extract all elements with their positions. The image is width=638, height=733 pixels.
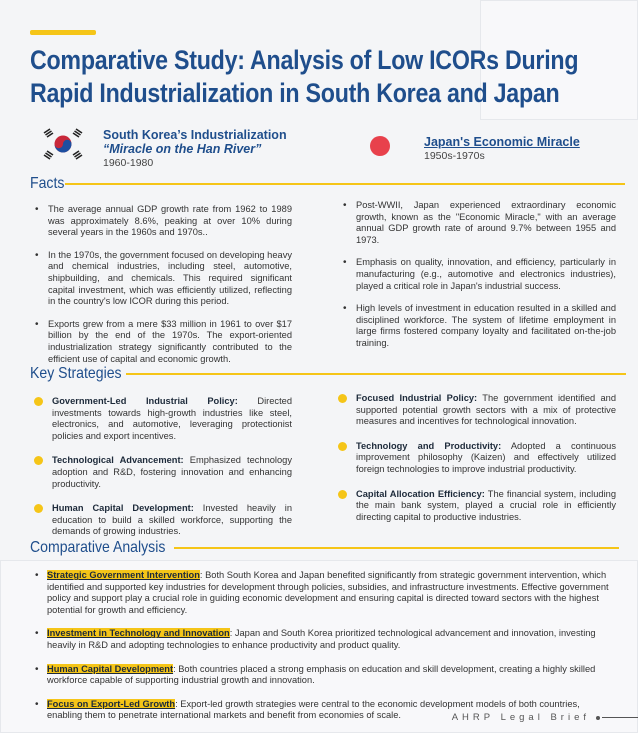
korea-years: 1960-1980 xyxy=(103,157,154,169)
strategy-text: Emphasized technology adoption and R&D, fostering innovation and enhancing productivity. xyxy=(52,455,292,489)
strategies-heading xyxy=(30,365,626,383)
strategy-label: Capital Allocation Efficiency: xyxy=(356,488,485,499)
comparative-text: : Both countries placed a strong emphasis on education and skill development, creating a highly skilled workforce capable of supporting industrial growth and innovation. xyxy=(47,663,596,686)
strategy-label: Human Capital Development: xyxy=(52,503,194,514)
strategies-label: Key Strategies xyxy=(30,365,122,382)
footer-dot-icon xyxy=(596,716,600,720)
footer-text: AHRP Legal Brief xyxy=(451,712,590,723)
highlight-label: Strategic Government Intervention xyxy=(47,570,200,580)
strategies-divider xyxy=(126,373,626,375)
strategy-label: Technological Advancement: xyxy=(52,455,184,466)
list-item: • Emphasis on quality, innovation, and efficiency, particularly in manufacturing (e.g., automotive and electronics industries), played a critical role in Japan's industrial success. xyxy=(338,257,616,292)
list-item: • High levels of investment in education resulted in a skilled and disciplined workforce. The system of lifetime employment in large firms fostered company loyalty and facilitated on-the-job training. xyxy=(338,303,616,349)
korea-facts xyxy=(30,204,292,376)
korea-header xyxy=(103,128,287,169)
japan-header xyxy=(424,135,580,162)
accent-bar xyxy=(30,30,96,35)
list-item xyxy=(30,455,292,490)
comparative-divider xyxy=(174,547,619,549)
comparative-text: : Japan and South Korea prioritized technological advancement and innovation, investing heavily in R&D and adopting technologies to enhance productivity and product quality. xyxy=(47,628,596,650)
strategy-text: The government identified and supported potential growth sectors with a mix of protective measures and incentives for technological innovation. xyxy=(356,393,616,427)
strategy-text: Directed investments towards high-growth industries like steel, electronics, and automotive, leveraging protectionist policies and export incentives. xyxy=(52,396,293,441)
strategy-text: Adopted a continuous improvement philosophy (Kaizen) and effectively utilized foreign technologies to improve industrial productivity. xyxy=(356,440,616,474)
list-item: • In the 1970s, the government focused on developing heavy and chemical industries, including steel, automotive, shipbuilding, and chemicals. This required significant capital investment, which was efficiently utilized, reflecting in the country's low ICOR during this period. xyxy=(30,250,292,308)
korea-title: South Korea’s Industrialization xyxy=(103,128,287,142)
strategy-label: Focused Industrial Policy: xyxy=(356,393,478,403)
list-item xyxy=(334,489,616,524)
korea-strategies xyxy=(30,396,292,551)
footer-brand xyxy=(452,712,600,723)
list-item xyxy=(30,396,292,442)
highlight-label: Focus on Export-Led Growth xyxy=(47,698,176,709)
japan-facts xyxy=(338,200,616,361)
comparative-label: Comparative Analysis xyxy=(30,539,166,556)
list-item: • Post-WWII, Japan experienced extraordinary economic growth, known as the "Economic Miracle," with an average annual GDP growth rate of around 9.7% between 1955 and 1973. xyxy=(338,200,616,246)
list-item: • The average annual GDP growth rate from 1962 to 1989 was approximately 8.6%, peaking at over 10% during several years in the 1960s and 1970s.. xyxy=(30,204,292,239)
title-line-1: Comparative Study: Analysis of Low ICORs During xyxy=(30,45,579,75)
facts-heading xyxy=(30,175,625,193)
list-item xyxy=(30,570,616,616)
facts-label: Facts xyxy=(30,175,65,192)
south-korea-flag-icon xyxy=(40,128,86,160)
comparative-text: : Export-led growth strategies were central to the economic development models of both countries, enabling them to penetrate international markets and benefit from economies of scale. xyxy=(47,698,580,721)
page-title xyxy=(30,44,620,110)
comparative-list xyxy=(30,570,616,733)
japan-strategies xyxy=(334,393,616,536)
comparative-heading xyxy=(30,539,619,557)
footer-line xyxy=(602,717,638,718)
list-item xyxy=(30,664,616,687)
list-item xyxy=(334,393,616,428)
japan-title: Japan's Economic Miracle xyxy=(424,135,580,149)
korea-subtitle: “Miracle on the Han River” xyxy=(103,142,262,156)
japan-years: 1950s-1970s xyxy=(424,150,485,162)
strategy-label: Technology and Productivity: xyxy=(356,440,502,451)
japan-flag-icon xyxy=(370,136,390,156)
highlight-label: Investment in Technology and Innovation xyxy=(47,628,230,639)
title-line-2: Rapid Industrialization in South Korea and Japan xyxy=(30,78,560,108)
strategy-text: The financial system, including the main bank system, played a crucial role in efficiently directing capital to productive industries. xyxy=(356,488,616,522)
highlight-label: Human Capital Development xyxy=(47,663,174,674)
list-item xyxy=(30,628,616,651)
list-item xyxy=(30,503,292,538)
strategy-label: Government-Led Industrial Policy: xyxy=(52,396,238,406)
strategy-text: Invested heavily in education to build a skilled workforce, supporting the demands of growing industries. xyxy=(52,503,292,537)
comparative-text: : Both South Korea and Japan benefited significantly from strategic government intervention, which identified and supported key industries for development through policies, subsidies, and infrastructure investments. Effective government policy and support play a crucial role in guiding economic development and ensuring capital is directed toward sectors with the highest potential for growth and efficiency. xyxy=(47,570,609,615)
list-item xyxy=(334,441,616,476)
list-item: • Exports grew from a mere $33 million in 1961 to over $17 billion by the end of the 1970s. The export-oriented industrialization strategy significantly contributed to the efficient use of capital and economic growth. xyxy=(30,319,292,365)
facts-divider xyxy=(65,183,625,185)
